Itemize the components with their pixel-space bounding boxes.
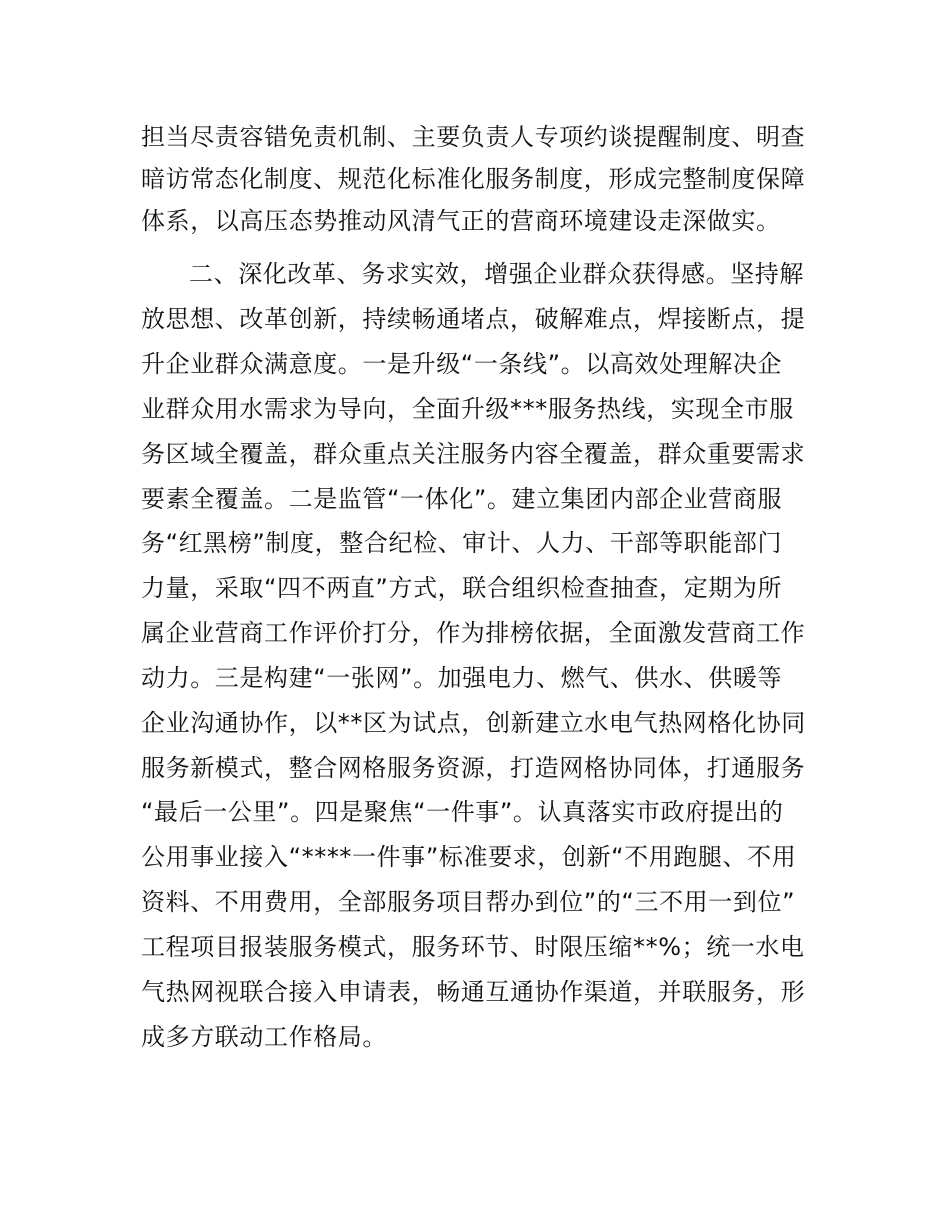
text-line: 动力。三是构建“一张网”。加强电力、燃气、供水、供暖等 [141, 664, 783, 692]
text-line: 资料、不用费用，全部服务项目帮办到位”的“三不用一到位” [141, 888, 796, 916]
text-line: 担当尽责容错免责机制、主要负责人专项约谈提醒制度、明查 [141, 123, 806, 151]
text-line: 务“红黑榜”制度，整合纪检、审计、人力、干部等职能部门 [141, 529, 783, 557]
paragraph-1 [141, 119, 821, 239]
text-line: 企业沟通协作，以**区为试点，创新建立水电气热网格化协同 [141, 709, 806, 737]
text-line: 要素全覆盖。二是监管“一体化”。建立集团内部企业营商服 [141, 485, 783, 513]
text-line-indented: 二、深化改革、务求实效，增强企业群众获得感。坚持解 [189, 260, 804, 288]
text-line: 力量，采取“四不两直”方式，联合组织检查抽查，定期为所 [141, 574, 783, 602]
text-line: 工程项目报装服务模式，服务环节、时限压缩**%；统一水电 [141, 933, 805, 961]
text-line: 公用事业接入“****一件事”标准要求，创新“不用跑腿、不用 [141, 843, 797, 871]
text-line: 属企业营商工作评价打分，作为排榜依据，全面激发营商工作 [141, 619, 806, 647]
text-line: 服务新模式，整合网格服务资源，打造网格协同体，打通服务 [141, 754, 806, 782]
text-line: 业群众用水需求为导向，全面升级***服务热线，实现全市服 [141, 395, 794, 423]
text-line: 成多方联动工作格局。 [141, 1023, 387, 1051]
text-line: 体系，以高压态势推动风清气正的营商环境建设走深做实。 [141, 207, 781, 235]
text-line: 气热网视联合接入申请表，畅通互通协作渠道，并联服务，形 [141, 978, 806, 1006]
text-line: 放思想、改革创新，持续畅通堵点，破解难点，焊接断点，提 [141, 305, 806, 333]
paragraph-2 [141, 256, 821, 1056]
text-line: 升企业群众满意度。一是升级“一条线”。以高效处理解决企 [141, 350, 783, 378]
text-line: 务区域全覆盖，群众重点关注服务内容全覆盖，群众重要需求 [141, 440, 806, 468]
text-line: “最后一公里”。四是聚焦“一件事”。认真落实市政府提出的 [141, 798, 784, 826]
text-line: 暗访常态化制度、规范化标准化服务制度，形成完整制度保障 [141, 165, 806, 193]
